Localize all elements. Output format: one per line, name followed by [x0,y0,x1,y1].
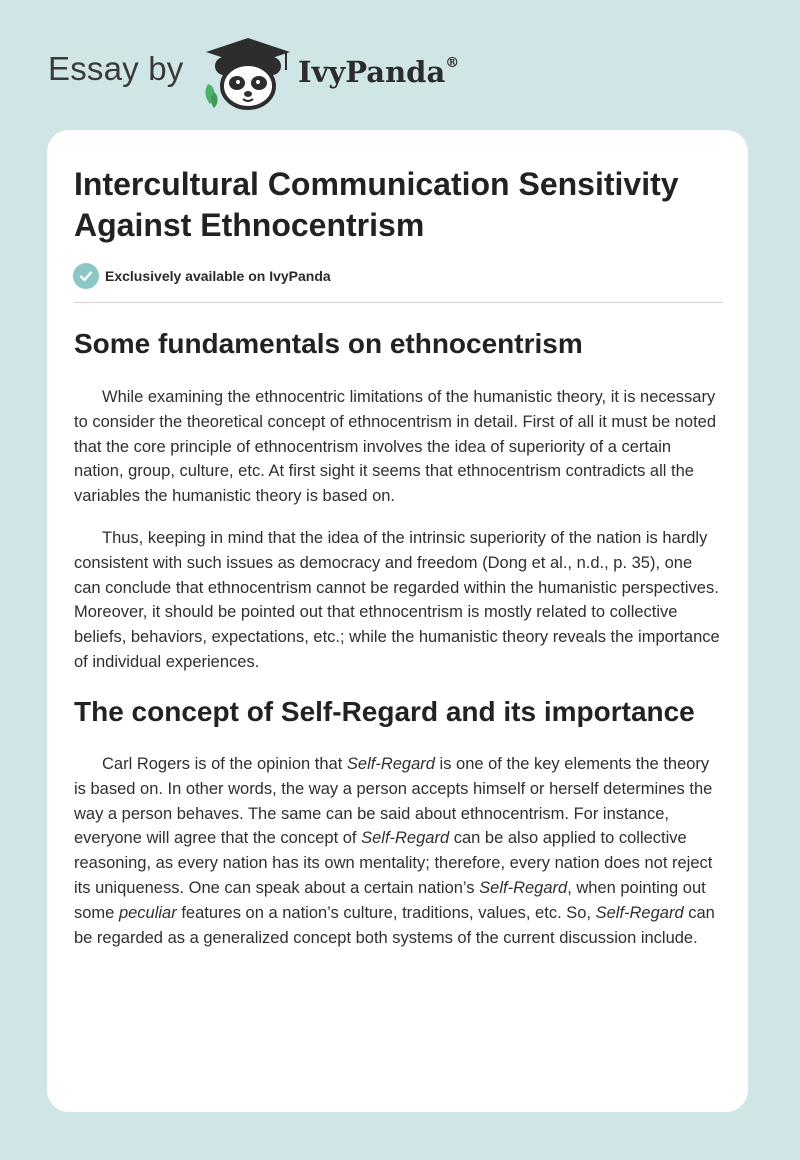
paragraph: Carl Rogers is of the opinion that Self-Regard is one of the key elements the theory is based on. In other words, the way a person accepts himself or herself determines the way a person behaves. The same can be said about ethnocentrism. For instance, everyone will agree that the concept of Self-Regard can be also applied to collective reasoning, as every nation has its own mentality; therefore, every nation does not reject its uniqueness. One can speak about a certain nation’s Self-Regard, when pointing out some peculiar features on a nation’s culture, traditions, values, etc. So, Self-Regard can be regarded as a generalized concept both systems of the current discussion include. [74,755,715,947]
check-icon [73,263,99,289]
panda-logo-icon[interactable] [200,36,296,110]
article-card [47,130,748,1112]
divider [74,302,723,303]
brand-name[interactable]: IvyPanda® [298,55,460,89]
exclusive-badge [73,263,331,289]
emphasis-text: peculiar [118,903,177,922]
emphasis-text: Self-Regard [595,903,684,922]
section-heading: Some fundamentals on ethnocentrism [74,328,583,359]
article-title: Intercultural Communication Sensitivity Against Ethnocentrism [74,166,679,243]
paragraph: While examining the ethnocentric limitations of the humanistic theory, it is necessary to consider the theoretical concept of ethnocentrism in detail. First of all it must be noted that the core principle of ethnocentrism involves the idea of superiority of a certain nation, group, culture, etc. At first sight it seems that ethnocentrism contradicts all the variables the humanistic theory is based on. [74,388,717,506]
emphasis-text: Self-Regard [361,829,450,848]
badge-text: Exclusively available on IvyPanda [105,268,331,284]
emphasis-text: Self-Regard [346,755,435,773]
essay-by-label: Essay by [48,50,184,87]
emphasis-text: Self-Regard [479,878,568,897]
section-heading: The concept of Self-Regard and its importance [74,696,695,727]
site-header [0,0,800,120]
paragraph: Thus, keeping in mind that the idea of the intrinsic superiority of the nation is hardly consistent with such issues as democracy and freedom (Dong et al., n.d., p. 35), one can conclude that ethnocentrism cannot be regarded within the humanistic perspectives. Moreover, it should be pointed out that ethnocentrism is mostly related to collective beliefs, behaviors, expectations, etc.; while the humanistic theory reveals the importance of individual experiences. [74,529,720,671]
